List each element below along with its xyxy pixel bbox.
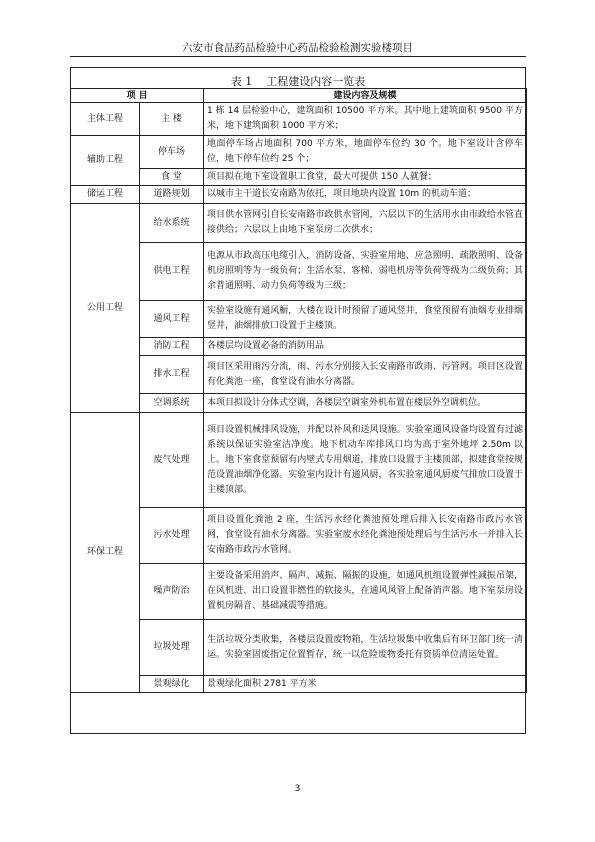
table-row: [71, 394, 527, 413]
item-cell: 供电工程: [140, 243, 204, 301]
category-cell: 储运工程: [71, 186, 140, 204]
table-row: [71, 564, 527, 620]
item-cell: 污水处理: [140, 508, 204, 564]
page-number: 3: [294, 784, 301, 794]
item-cell: 道路规划: [140, 186, 204, 204]
description-cell: 生活垃圾分类收集，各楼层设置废物箱，生活垃圾集中收集后有环卫部门统一清运。实验室固废指定位置暂存，统一以危险废物委托有资质单位清运处置。: [204, 620, 527, 676]
item-cell: 废气处理: [140, 413, 204, 508]
table-row: [71, 620, 527, 676]
item-cell: 通风工程: [140, 301, 204, 338]
running-header: 六安市食品药品检验中心药品检验检测实验楼项目: [182, 42, 413, 54]
description-cell: 景观绿化面积 2781 平方米: [204, 676, 527, 693]
table-row: [71, 356, 527, 394]
description-cell: 各楼层均设置必备的消防用品: [204, 338, 527, 356]
item-cell: 空调系统: [140, 394, 204, 413]
header-project: 项 目: [71, 89, 204, 103]
table-row: [71, 169, 527, 186]
table-row: [71, 301, 527, 338]
item-cell: 噪声防治: [140, 564, 204, 620]
item-cell: 景观绿化: [140, 676, 204, 693]
description-cell: 实验室设施有通风橱，大楼在设计时预留了通风竖井，食堂预留有油烟专业排烟竖井，油烟排放口设置于主楼顶。: [204, 301, 527, 338]
table-row: [71, 186, 527, 204]
item-cell: 停车场: [140, 136, 204, 169]
table-row: [71, 676, 527, 693]
header-divider: [70, 56, 526, 57]
item-cell: 给水系统: [140, 204, 204, 243]
description-cell: 项目设置化粪池 2 座，生活污水经化粪池预处理后排入长安南路市政污水管网，食堂设有油水分离器。实验室废水经化粪池预处理后与生活污水一并排入长安南路市政污水管网。: [204, 508, 527, 564]
table-row: [71, 204, 527, 243]
table-header-row: [71, 89, 527, 103]
table-row: [71, 136, 527, 169]
category-cell: 环保工程: [71, 413, 140, 693]
table-row: [71, 243, 527, 301]
category-cell: 公用工程: [71, 204, 140, 413]
table-row: [71, 338, 527, 356]
table-row: [71, 103, 527, 136]
header-content: 建设内容及规模: [204, 89, 527, 103]
item-cell: 排水工程: [140, 356, 204, 394]
category-cell: 辅助工程: [71, 136, 140, 186]
table-caption: 表 1 工程建设内容一览表: [230, 75, 366, 88]
item-cell: 主 楼: [140, 103, 204, 136]
description-cell: 以城市主干道长安南路为依托，项目地块内设置 10m 的机动车道；: [204, 186, 527, 204]
construction-content-table: [70, 88, 527, 693]
description-cell: 项目供水管网引自长安南路市政供水管网，六层以下的生活用水由市政给水管直接供给；六层以上由地下室泵房二次供水；: [204, 204, 527, 243]
category-cell: 主体工程: [71, 103, 140, 136]
description-cell: 项目区采用雨污分流，雨、污水分别接入长安南路市政雨、污管网。项目区设置有化粪池一座，食堂设有油水分离器。: [204, 356, 527, 394]
description-cell: 地面停车场占地面积 700 平方米，地面停车位约 30 个。地下室设计含停车位，地下停车位约 25 个；: [204, 136, 527, 169]
description-cell: 本项目拟设计分体式空调，各楼层空调室外机布置在楼层外空调机位。: [204, 394, 527, 413]
item-cell: 食 堂: [140, 169, 204, 186]
description-cell: 项目拟在地下室设置职工食堂，最大可提供 150 人就餐；: [204, 169, 527, 186]
description-cell: 项目设置机械排风设施，并配以补风和送风设施。实验室通风设备均设置有过滤系统以保证实验室洁净度。地下机动车库排风口均为高于室外地坪 2.50m 以上。地下室食堂预留有内壁式专用烟道，排放口设置于主楼顶部，拟建食堂按规范设置油烟净化器。实验室内设计有通风厨，各实验室通风厨废气排放口设置于主楼顶部。: [204, 413, 527, 508]
description-cell: 电源从市政高压电缆引入，消防设备、实验室用地、应急照明、疏散照明、设备机房照明等为一级负荷；生活水泵、客梯、弱电机房等负荷等级为二级负荷；其余普通照明、动力负荷等级为三级；: [204, 243, 527, 301]
description-cell: 主要设备采用消声、隔声、减振、隔振的设施，如通风机组设置弹性减振吊架，在风机进、出口设置非燃性的软接头，在通风风管上配备消声器。地下室泵房设置机房隔音、基础减震等措施。: [204, 564, 527, 620]
table-row: [71, 413, 527, 508]
item-cell: 垃圾处理: [140, 620, 204, 676]
table-row: [71, 508, 527, 564]
item-cell: 消防工程: [140, 338, 204, 356]
description-cell: 1 栋 14 层检验中心，建筑面积 10500 平方米。其中地上建筑面积 9500 平方米，地下建筑面积 1000 平方米；: [204, 103, 527, 136]
